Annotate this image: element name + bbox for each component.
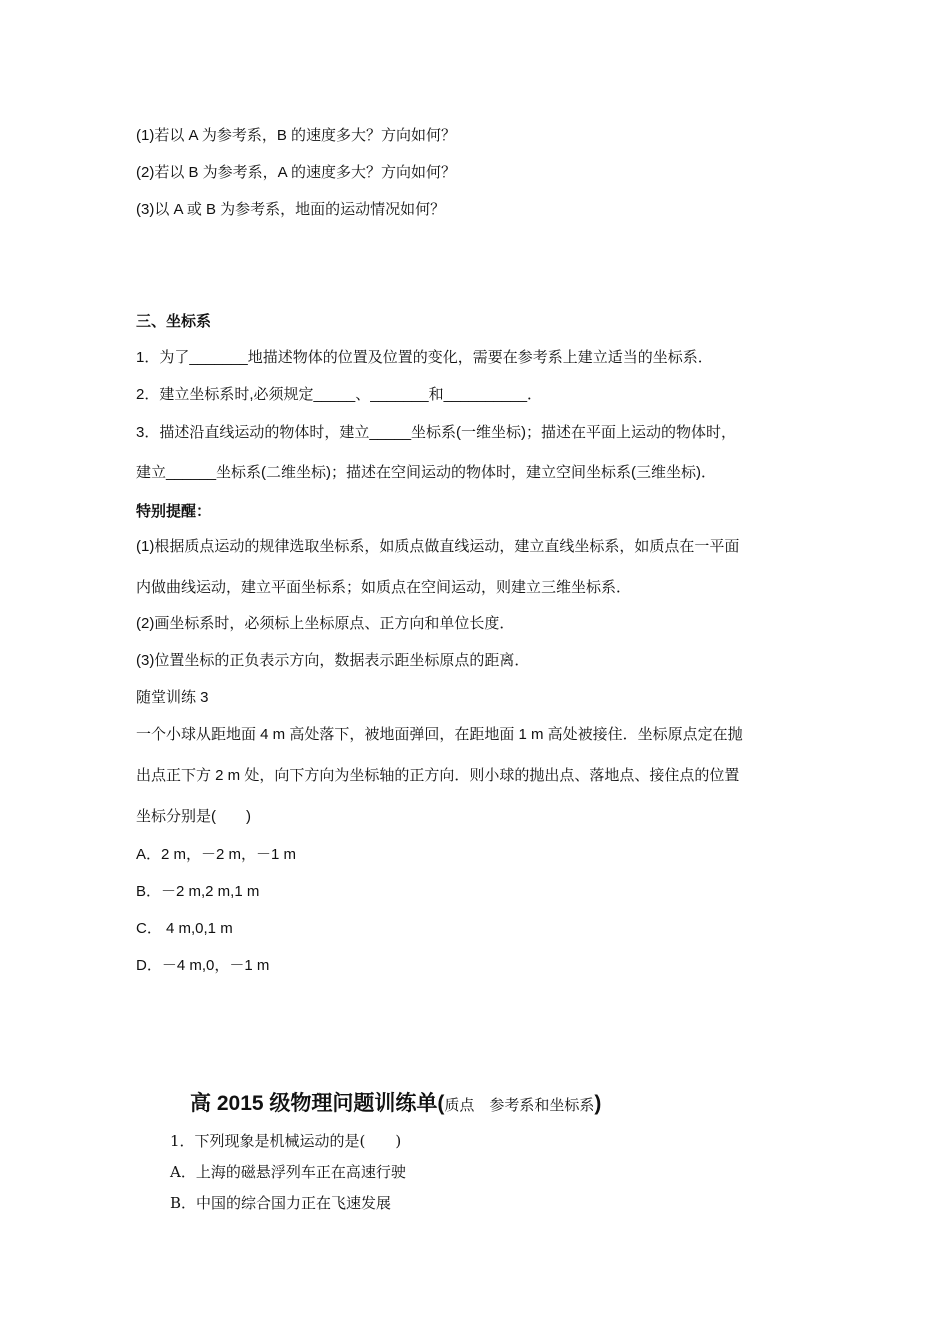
sheet-item-2: A．上海的磁悬浮列车正在高速行驶 [170,1163,406,1181]
practice-stem-2: 出点正下方 2 m 处，向下方向为坐标轴的正方向．则小球的抛出点、落地点、接住点的位置 [136,767,740,784]
practice-stem-1: 一个小球从距地面 4 m 高处落下，被地面弹回，在距地面 1 m 高处被接住．坐标原点定在抛 [136,726,743,743]
section-title: 三、坐标系 [136,313,212,330]
option-a: A．2 m，－2 m，－1 m [136,846,297,863]
question-1: (1)若以 A 为参考系，B 的速度多大？方向如何？ [136,127,457,144]
sheet-subtitle: 质点 参考系和坐标系 [444,1097,595,1114]
sheet-item-3: B．中国的综合国力正在飞速发展 [170,1194,392,1212]
sheet-item-1: 1．下列现象是机械运动的是( ) [170,1132,402,1150]
sheet-title-close: ) [594,1092,602,1115]
fill-item-2: 2．建立坐标系时,必须规定_____、_______和__________． [136,386,543,403]
fill-item-3-cont: 建立______坐标系(二维坐标)；描述在空间运动的物体时，建立空间坐标系(三维坐标)． [136,464,717,481]
question-3: (3)以 A 或 B 为参考系，地面的运动情况如何？ [136,201,446,218]
sheet-title-main: 高 2015 级物理问题训练单( [190,1092,445,1115]
reminder-1: (1)根据质点运动的规律选取坐标系，如质点做直线运动，建立直线坐标系，如质点在一平面 [136,538,740,555]
option-c: C． 4 m,0,1 m [136,920,233,937]
sheet-title [190,1090,601,1120]
option-b: B．－2 m,2 m,1 m [136,883,260,900]
reminder-3: (3)位置坐标的正负表示方向，数据表示距坐标原点的距离． [136,652,530,669]
reminder-2: (2)画坐标系时，必须标上坐标原点、正方向和单位长度． [136,615,515,632]
reminder-title: 特别提醒： [136,503,212,520]
question-2: (2)若以 B 为参考系，A 的速度多大？方向如何？ [136,164,457,181]
reminder-1-cont: 内做曲线运动，建立平面坐标系；如质点在空间运动，则建立三维坐标系． [136,579,632,596]
option-d: D．－4 m,0，－1 m [136,957,270,974]
fill-item-1: 1．为了_______地描述物体的位置及位置的变化，需要在参考系上建立适当的坐标系． [136,349,713,366]
practice-title: 随堂训练 3 [136,689,209,706]
fill-item-3: 3．描述沿直线运动的物体时，建立_____坐标系(一维坐标)；描述在平面上运动的物体时， [136,424,737,441]
practice-stem-3: 坐标分别是( ) [136,808,251,825]
